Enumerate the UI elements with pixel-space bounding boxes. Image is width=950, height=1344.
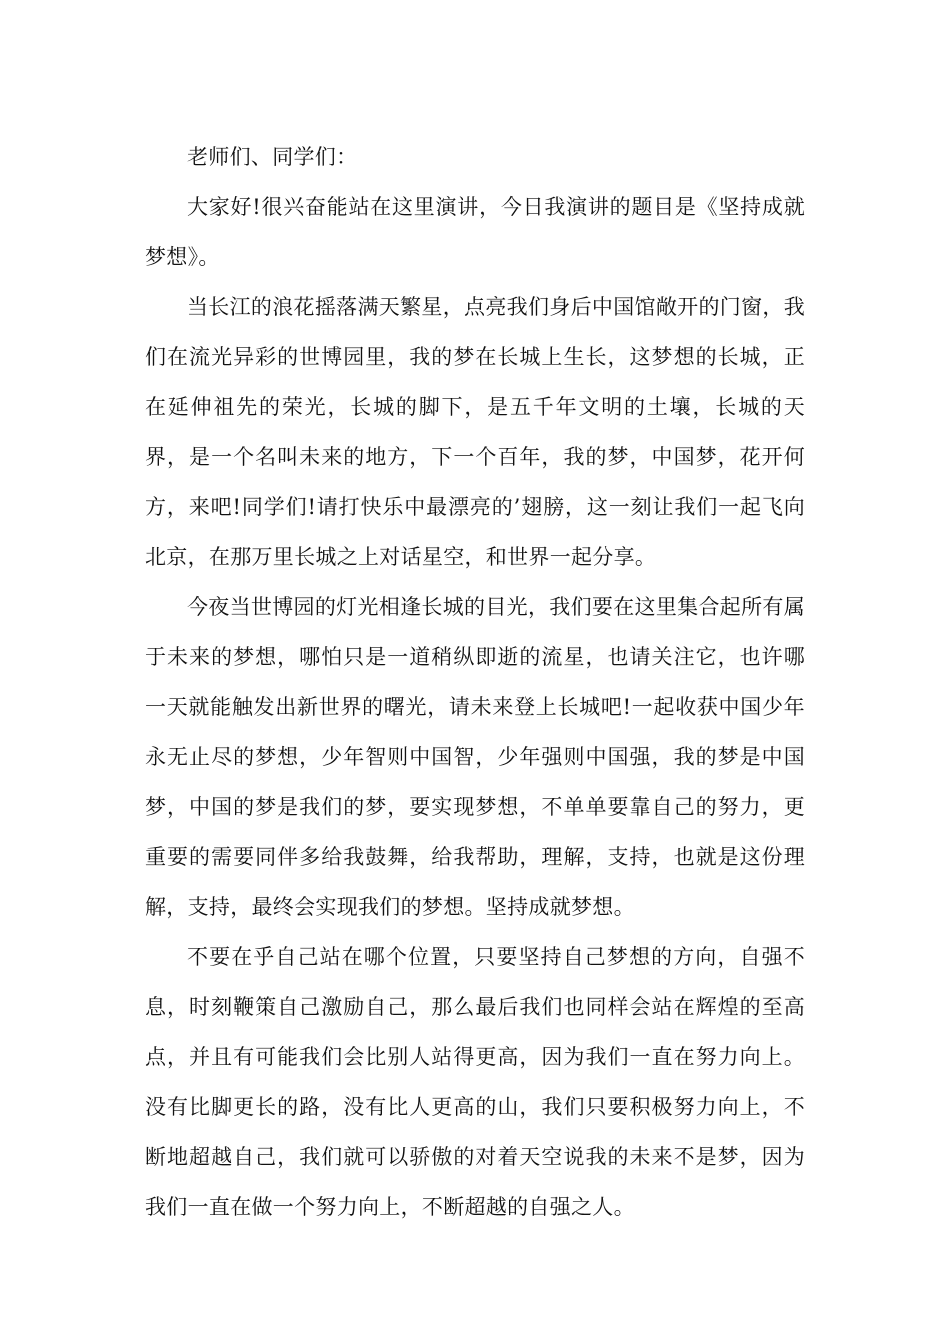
document-body (145, 132, 805, 1232)
paragraph-yangtze: 当长江的浪花摇落满天繁星，点亮我们身后中国馆敞开的门窗，我们在流光异彩的世博园里，我的梦在长城上生长，这梦想的长城，正在延伸祖先的荣光，长城的脚下，是五千年文明的土壤，长城的天界，是一个名叫未来的地方，下一个百年，我的梦，中国梦，花开何方，来吧!同学们!请打快乐中最漂亮的’翅膀，这一刻让我们一起飞向北京，在那万里长城之上对话星空，和世界一起分享。 (145, 295, 805, 569)
salutation: 老师们、同学们： (187, 145, 358, 169)
paragraph-greeting: 大家好!很兴奋能站在这里演讲，今日我演讲的题目是《坚持成就梦想》。 (145, 195, 805, 269)
paragraph-expo-night: 今夜当世博园的灯光相逢长城的目光，我们要在这里集合起所有属于未来的梦想，哪怕只是一道稍纵即逝的流星，也请关注它，也许哪一天就能触发出新世界的曙光，请未来登上长城吧!一起收获中国少年永无止尽的梦想，少年智则中国智，少年强则中国强，我的梦是中国梦，中国的梦是我们的梦，要实现梦想，不单单要靠自己的努力，更重要的需要同伴多给我鼓舞，给我帮助，理解，支持，也就是这份理解，支持，最终会实现我们的梦想。坚持成就梦想。 (145, 595, 805, 919)
paragraph-perseverance: 不要在乎自己站在哪个位置，只要坚持自己梦想的方向，自强不息，时刻鞭策自己激励自己，那么最后我们也同样会站在辉煌的至高点，并且有可能我们会比别人站得更高，因为我们一直在努力向上。没有比脚更长的路，没有比人更高的山，我们只要积极努力向上，不断地超越自己，我们就可以骄傲的对着天空说我的未来不是梦，因为我们一直在做一个努力向上，不断超越的自强之人。 (145, 945, 805, 1219)
